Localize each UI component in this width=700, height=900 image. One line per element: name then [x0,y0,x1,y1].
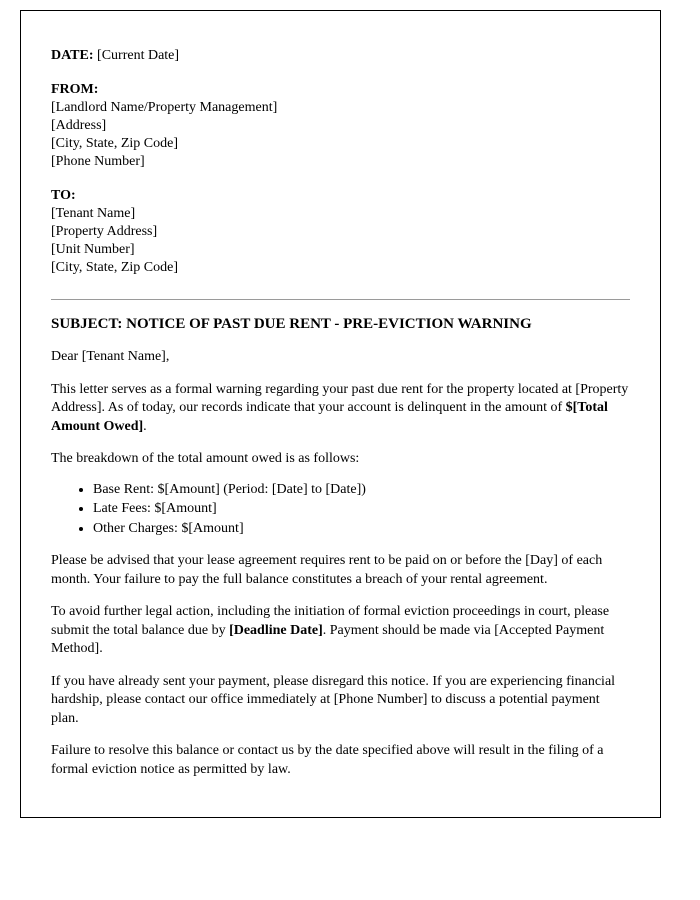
paragraph-breakdown-intro: The breakdown of the total amount owed is as follows: [51,451,360,466]
date-label: DATE: [51,48,94,63]
to-line: [Unit Number] [51,242,135,257]
deadline-date: [Deadline Date] [229,622,323,638]
breakdown-list [51,481,630,539]
paragraph-deadline-text: To avoid further legal action, including the initiation of formal eviction proceedings in court, please submit the total balance due by [51,604,610,638]
to-line: [City, State, Zip Code] [51,260,179,275]
subject-line: SUBJECT: NOTICE OF PAST DUE RENT - PRE-EVICTION WARNING [51,316,532,332]
paragraph-deadline-end: . Payment should be made via [Accepted Payment Method]. [51,622,605,656]
breakdown-item-base-rent: • Base Rent: $[Amount] (Period: [Date] to [Date]) [93,481,630,500]
to-line: [Tenant Name] [51,206,136,221]
to-block [51,187,630,277]
to-line: [Property Address] [51,224,158,239]
paragraph-lease-terms: Please be advised that your lease agreement requires rent to be paid on or before the [Day] of each month. Your failure to pay the full balance constitutes a breach of your rental agreement. [51,553,603,587]
paragraph-hardship: If you have already sent your payment, please disregard this notice. If you are experiencing financial hardship, please contact our office immediately at [Phone Number] to discuss a potential payment plan. [51,673,616,726]
paragraph-consequence: Failure to resolve this balance or contact us by the date specified above will result in the filing of a formal eviction notice as permitted by law. [51,743,604,777]
from-block [51,81,630,171]
salutation: Dear [Tenant Name], [51,349,170,364]
divider [51,299,630,300]
breakdown-item-other-charges: • Other Charges: $[Amount] [93,520,630,539]
from-line: [City, State, Zip Code] [51,136,179,151]
breakdown-item-late-fees: • Late Fees: $[Amount] [93,500,630,519]
date-line [51,47,630,65]
from-line: [Address] [51,118,107,133]
letter-page [20,10,661,818]
paragraph-delinquency [51,381,630,437]
from-line: [Phone Number] [51,154,145,169]
from-line: [Landlord Name/Property Management] [51,100,278,115]
paragraph-delinquency-text: This letter serves as a formal warning regarding your past due rent for the property located at [Property Address]. As of today, our records indicate that your account is delinquent in the amount of [51,381,629,415]
from-label: FROM: [51,82,99,97]
total-amount-owed: $[Total Amount Owed] [51,400,608,434]
date-value: [Current Date] [97,48,180,63]
paragraph-deadline [51,603,630,659]
paragraph-delinquency-end: . [143,418,147,434]
to-label: TO: [51,188,76,203]
